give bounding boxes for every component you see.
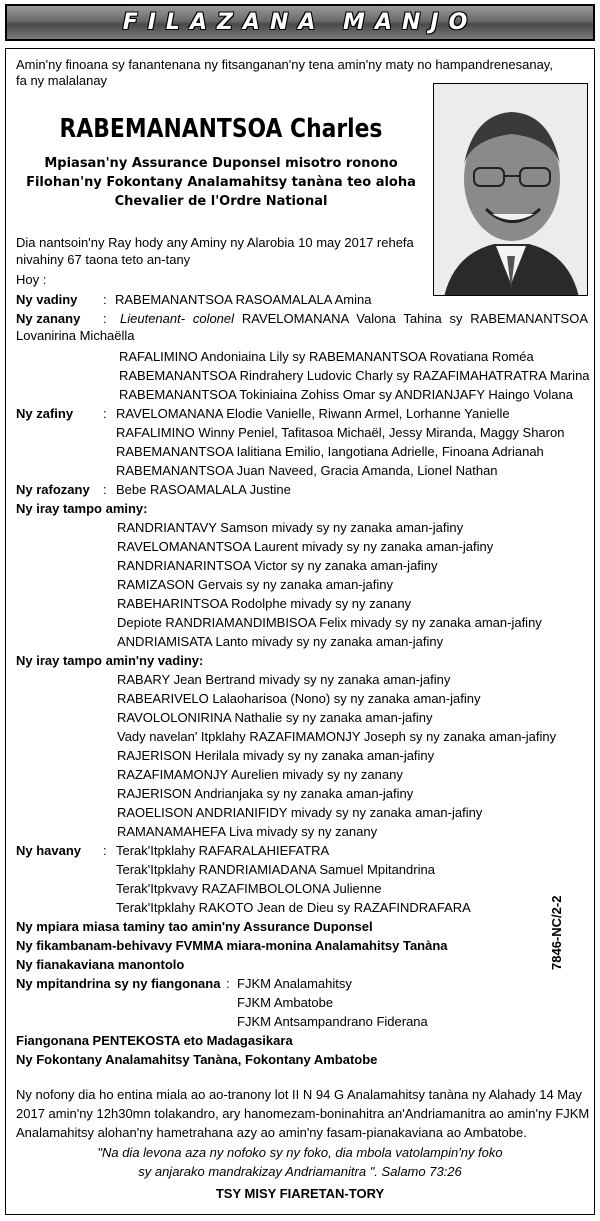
family-member: RABEMANANTSOA Tokiniaina Zohiss Omar sy ANDRIANJAFY Haingo Volana (119, 387, 573, 402)
family-member: RAJERISON Herilala mivady sy ny zanaka aman-jafiny (117, 748, 435, 763)
portrait-photo (433, 83, 588, 296)
family-member: RAFALIMINO Winny Peniel, Tafitasoa Michaël, Jessy Miranda, Maggy Sharon (116, 425, 565, 440)
page-title: FILAZANA MANJO (122, 10, 478, 35)
colon: : (226, 976, 230, 991)
colon: : (103, 311, 107, 326)
family-member: RANDRIANTAVY Samson mivady sy ny zanaka aman-jafiny (117, 520, 464, 535)
family-member: RAMANAMAHEFA Liva mivady sy ny zanany (117, 824, 378, 839)
deceased-title: Filohan'ny Fokontany Analamahitsy tanàna teo aloha (26, 175, 416, 190)
group-line: Ny fikambanam-behivavy FVMMA miara-monina Analamahitsy Tanàna (16, 938, 448, 953)
family-member: Bebe RASOAMALALA Justine (116, 482, 291, 497)
family-member: Lieutenant- colonel RAVELOMANANA Valona Tahina sy RABEMANANTSOA (120, 311, 588, 326)
family-member: RABEARIVELO Lalaoharisoa (Nono) sy ny zanaka aman-jafiny (117, 691, 481, 706)
family-member: RABEMANANTSOA Rindrahery Ludovic Charly sy RAZAFIMAHATRATRA Marina (119, 368, 590, 383)
colon: : (103, 406, 107, 421)
portrait-image (434, 84, 588, 296)
group-line: Ny Fokontany Analamahitsy Tanàna, Fokontany Ambatobe (16, 1052, 378, 1067)
closing-line: TSY MISY FIARETAN-TORY (215, 1186, 385, 1201)
family-member: RAVELOMANANTSOA Laurent mivady sy ny zanaka aman-jafiny (117, 539, 494, 554)
church-name: FJKM Analamahitsy (237, 976, 352, 991)
colon: : (103, 482, 107, 497)
family-member: RAJERISON Andrianjaka sy ny zanaka aman-jafiny (117, 786, 414, 801)
label-iray-tampo-aminy: Ny iray tampo aminy: (16, 501, 148, 516)
label-iray-tampo-vadiny: Ny iray tampo amin'ny vadiny: (16, 653, 204, 668)
intro-line: fa ny malalanay (16, 73, 108, 88)
family-member: RANDRIANARINTSOA Victor sy ny zanaka aman-jafiny (117, 558, 438, 573)
church-name: FJKM Ambatobe (237, 995, 334, 1010)
reference-code: 7846-NC/2-2 (549, 895, 564, 970)
family-member: Terak'Itpklahy RANDRIAMIADANA Samuel Mpitandrina (116, 862, 435, 877)
intro-line: Amin'ny finoana sy fanantenana ny fitsanganan'ny tena amin'ny maty no hampandrenesanay, (16, 57, 553, 72)
deceased-name: RABEMANANTSOA Charles (59, 114, 383, 144)
colon: : (103, 292, 107, 307)
label-vadiny: Ny vadiny (16, 292, 78, 307)
label-zafiny: Ny zafiny (16, 406, 74, 421)
family-member: Terak'Itpkvavy RAZAFIMBOLOLONA Julienne (116, 881, 382, 896)
church-name: FJKM Antsampandrano Fiderana (237, 1014, 428, 1029)
family-member: Depiote RANDRIAMANDIMBISOA Felix mivady sy ny zanaka aman-jafiny (117, 615, 542, 630)
notice-line: Hoy : (16, 272, 47, 287)
notice-line: nivahiny 67 taona teto an-tany (16, 252, 191, 267)
family-member: ANDRIAMISATA Lanto mivady sy ny zanaka aman-jafiny (117, 634, 444, 649)
label-zanany: Ny zanany (16, 311, 81, 326)
group-line: Ny mpiara miasa taminy tao amin'ny Assurance Duponsel (16, 919, 373, 934)
deceased-title: Chevalier de l'Ordre National (114, 194, 328, 209)
family-member: RABEMANANTSOA Juan Naveed, Gracia Amanda, Lionel Nathan (116, 463, 498, 478)
label-rafozany: Ny rafozany (16, 482, 90, 497)
deceased-title: Mpiasan'ny Assurance Duponsel misotro ronono (44, 156, 398, 171)
family-member: RABARY Jean Bertrand mivady sy ny zanaka aman-jafiny (117, 672, 451, 687)
label-havany: Ny havany (16, 843, 82, 858)
colon: : (103, 843, 107, 858)
burial-line: 2017 amin'ny 12h30mn tolakandro, ary hanomezam-boninahitra an'Andriamanitra ao amin'ny FJKM (16, 1106, 590, 1121)
bible-quote: sy anjarako mandrakizay Andriamanitra ". Salamo 73:26 (138, 1164, 462, 1179)
notice-line: Dia nantsoin'ny Ray hody any Aminy ny Alarobia 10 may 2017 rehefa (16, 235, 414, 250)
family-member: RAVELOMANANA Elodie Vanielle, Riwann Armel, Lorhanne Yanielle (116, 406, 510, 421)
family-member-wrap: Lovanirina Michaëlla (16, 328, 135, 343)
family-member: RAZAFIMAMONJY Aurelien mivady sy ny zanany (117, 767, 403, 782)
family-member: RABEMANANTSOA RASOAMALALA Amina (115, 292, 372, 307)
family-member: RAFALIMINO Andoniaina Lily sy RABEMANANTSOA Rovatiana Roméa (119, 349, 534, 364)
header-banner (5, 4, 595, 41)
group-line: Fiangonana PENTEKOSTA eto Madagasikara (16, 1033, 293, 1048)
bible-quote: "Na dia levona aza ny nofoko sy ny foko, dia mbola vatolampin'ny foko (97, 1145, 503, 1160)
family-member: Terak'Itpklahy RAFARALAHIEFATRA (116, 843, 330, 858)
label-mpitandrina: Ny mpitandrina sy ny fiangonana (16, 976, 221, 991)
burial-line: Ny nofony dia ho entina miala ao ao-tranony lot II N 94 G Analamahitsy tanàna ny Alahady 14 May (16, 1087, 582, 1102)
burial-line: Analamahitsy alohan'ny hametrahana azy ao amin'ny fasam-pianakaviana ao Ambatobe. (16, 1125, 527, 1140)
family-member: RAVOLOLONIRINA Nathalie sy ny zanaka aman-jafiny (117, 710, 433, 725)
family-member: RAMIZASON Gervais sy ny zanaka aman-jafiny (117, 577, 393, 592)
family-member: RABEHARINTSOA Rodolphe mivady sy ny zanany (117, 596, 412, 611)
family-member: Terak'Itpklahy RAKOTO Jean de Dieu sy RAZAFINDRAFARA (116, 900, 471, 915)
group-line: Ny fianakaviana manontolo (16, 957, 185, 972)
family-member: RAOELISON ANDRIANIFIDY mivady sy ny zanaka aman-jafiny (117, 805, 483, 820)
family-member: Vady navelan' Itpklahy RAZAFIMAMONJY Joseph sy ny zanaka aman-jafiny (117, 729, 557, 744)
family-member: RABEMANANTSOA Ialitiana Emilio, Iangotiana Adrielle, Finoana Adrianah (116, 444, 544, 459)
